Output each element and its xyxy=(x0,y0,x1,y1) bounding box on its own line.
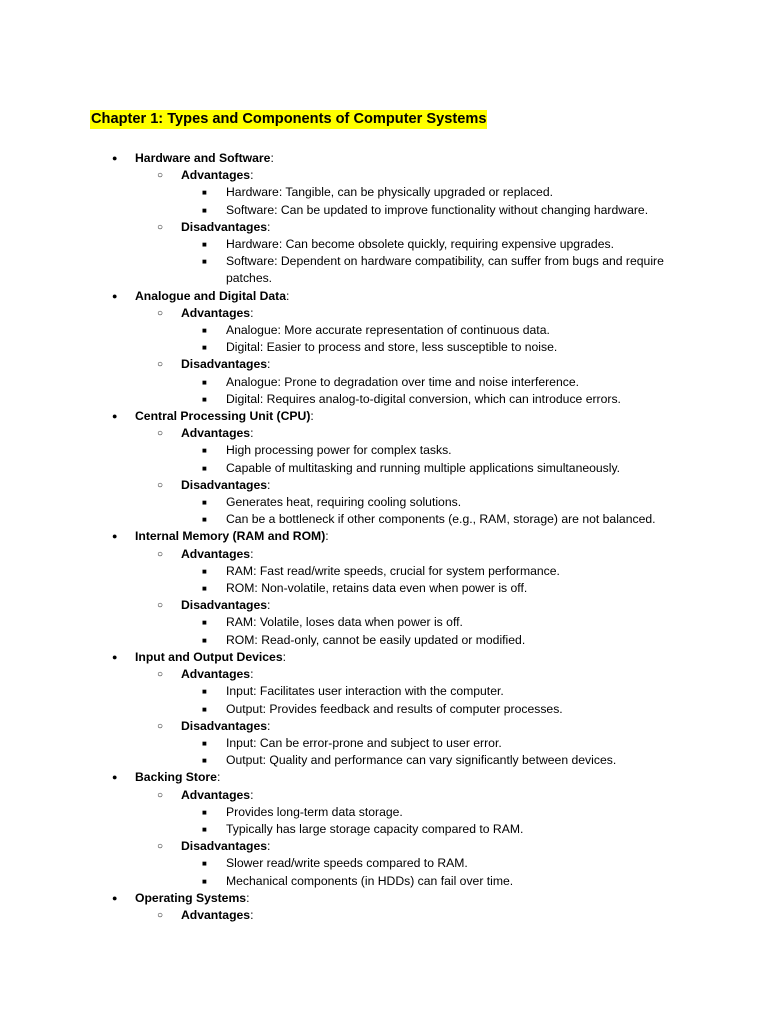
list-row xyxy=(90,184,690,201)
disadvantages-item xyxy=(90,597,690,649)
colon-text: : xyxy=(250,787,254,802)
label-text: Advantages xyxy=(181,305,251,320)
square-bullet-icon: ■ xyxy=(202,463,207,473)
point-item xyxy=(90,202,690,219)
colon-text: : xyxy=(250,168,254,183)
advantages-item xyxy=(90,425,690,477)
point-text: Generates heat, requiring cooling solutions. xyxy=(226,495,462,510)
point-list xyxy=(90,855,690,889)
colon-text: : xyxy=(267,598,271,613)
point-text: Digital: Requires analog-to-digital conversion, which can introduce errors. xyxy=(226,391,621,406)
list-row xyxy=(90,683,690,700)
point-item xyxy=(90,511,690,528)
topic-heading: Hardware and Software xyxy=(135,151,271,165)
circle-bullet-icon: ○ xyxy=(157,428,164,440)
chapter-title: Chapter 1: Types and Components of Computer Systems xyxy=(91,111,487,127)
list-row xyxy=(90,460,690,477)
list-row xyxy=(90,838,690,855)
disadvantages-item xyxy=(90,838,690,890)
point-item xyxy=(90,339,690,356)
topic-heading: Operating Systems xyxy=(135,890,247,905)
point-item xyxy=(90,735,690,752)
point-item xyxy=(90,494,690,511)
colon-text: : xyxy=(267,477,271,492)
label-text: Advantages xyxy=(181,667,251,682)
disc-bullet-icon: ● xyxy=(112,772,118,783)
point-item xyxy=(90,184,690,201)
list-row xyxy=(90,580,690,597)
colon-text: : xyxy=(246,890,250,905)
advantages-item xyxy=(90,666,690,718)
circle-bullet-icon: ○ xyxy=(157,170,164,182)
square-bullet-icon: ■ xyxy=(202,240,207,250)
point-text: Digital: Easier to process and store, less susceptible to noise. xyxy=(226,340,558,355)
list-row xyxy=(90,769,690,786)
square-bullet-icon: ■ xyxy=(202,738,207,748)
circle-bullet-icon: ○ xyxy=(157,789,164,801)
point-text: Software: Dependent on hardware compatibility, can suffer from bugs and require patches. xyxy=(226,254,664,286)
topic-item xyxy=(90,528,690,648)
point-item xyxy=(90,804,690,821)
colon-text: : xyxy=(267,839,271,854)
list-row xyxy=(90,425,690,442)
list-row xyxy=(90,563,690,580)
disc-bullet-icon: ● xyxy=(112,892,118,903)
disc-bullet-icon: ● xyxy=(112,411,118,422)
point-item xyxy=(90,701,690,718)
disc-bullet-icon: ● xyxy=(112,290,118,301)
list-row xyxy=(90,339,690,356)
colon-text: : xyxy=(216,770,221,785)
subtopic-list xyxy=(90,546,690,649)
subtopic-list xyxy=(90,167,690,287)
colon-text: : xyxy=(282,649,287,664)
list-row xyxy=(90,735,690,752)
list-row xyxy=(90,632,690,649)
colon-text: : xyxy=(250,907,254,922)
colon-text: : xyxy=(286,288,290,303)
list-row xyxy=(90,305,690,322)
circle-bullet-icon: ○ xyxy=(157,221,164,233)
point-text: Mechanical components (in HDDs) can fail over time. xyxy=(226,873,514,888)
list-row xyxy=(90,890,690,907)
list-row xyxy=(90,614,690,631)
square-bullet-icon: ■ xyxy=(202,205,207,215)
point-item xyxy=(90,614,690,631)
list-row xyxy=(90,821,690,838)
list-row xyxy=(90,855,690,872)
square-bullet-icon: ■ xyxy=(202,257,207,267)
point-item xyxy=(90,442,690,459)
point-list xyxy=(90,735,690,769)
label-text: Disadvantages xyxy=(181,598,268,613)
list-row xyxy=(90,442,690,459)
point-list xyxy=(90,236,690,288)
circle-bullet-icon: ○ xyxy=(157,307,164,319)
list-row xyxy=(90,546,690,563)
point-list xyxy=(90,184,690,218)
list-row xyxy=(90,219,690,236)
point-list xyxy=(90,374,690,408)
topic-heading: Central Processing Unit (CPU) xyxy=(135,409,311,424)
label-text: Advantages xyxy=(181,426,251,441)
circle-bullet-icon: ○ xyxy=(157,600,164,612)
circle-bullet-icon: ○ xyxy=(157,359,164,371)
square-bullet-icon: ■ xyxy=(202,704,207,714)
point-text: Output: Quality and performance can vary significantly between devices. xyxy=(226,753,617,768)
point-text: Slower read/write speeds compared to RAM. xyxy=(226,856,468,871)
label-text: Disadvantages xyxy=(181,839,268,854)
point-list xyxy=(90,442,690,476)
square-bullet-icon: ■ xyxy=(202,188,207,198)
label-text: Advantages xyxy=(181,907,251,922)
list-row xyxy=(90,356,690,373)
topic-item xyxy=(90,769,690,889)
point-text: Software: Can be updated to improve functionality without changing hardware. xyxy=(226,202,649,217)
disadvantages-item xyxy=(90,718,690,770)
point-text: Hardware: Tangible, can be physically upgraded or replaced. xyxy=(226,185,554,200)
point-list xyxy=(90,804,690,838)
list-row xyxy=(90,477,690,494)
list-row xyxy=(90,322,690,339)
square-bullet-icon: ■ xyxy=(202,446,207,456)
colon-text: : xyxy=(250,305,254,320)
advantages-item xyxy=(90,546,690,598)
square-bullet-icon: ■ xyxy=(202,566,207,576)
square-bullet-icon: ■ xyxy=(202,635,207,645)
list-row xyxy=(90,253,690,287)
subtopic-list xyxy=(90,787,690,890)
topic-heading: Internal Memory (RAM and ROM) xyxy=(135,529,326,544)
topic-item xyxy=(90,649,690,769)
point-text: Can be a bottleneck if other components (e.g., RAM, storage) are not balanced. xyxy=(226,512,656,527)
square-bullet-icon: ■ xyxy=(202,584,207,594)
point-text: Provides long-term data storage. xyxy=(226,804,403,819)
colon-text: : xyxy=(310,409,314,424)
point-text: High processing power for complex tasks. xyxy=(226,443,452,458)
label-text: Disadvantages xyxy=(181,477,268,492)
label-text: Advantages xyxy=(181,546,251,561)
list-row xyxy=(90,718,690,735)
document-page xyxy=(90,108,690,924)
point-text: Analogue: Prone to degradation over time and noise interference. xyxy=(226,374,579,389)
square-bullet-icon: ■ xyxy=(202,326,207,336)
subtopic-list xyxy=(90,425,690,528)
square-bullet-icon: ■ xyxy=(202,343,207,353)
topic-item xyxy=(90,890,690,924)
disadvantages-item xyxy=(90,477,690,529)
circle-bullet-icon: ○ xyxy=(157,720,164,732)
square-bullet-icon: ■ xyxy=(202,824,207,834)
square-bullet-icon: ■ xyxy=(202,687,207,697)
list-row xyxy=(90,666,690,683)
colon-text: : xyxy=(250,667,254,682)
point-item xyxy=(90,563,690,580)
square-bullet-icon: ■ xyxy=(202,498,207,508)
point-text: Analogue: More accurate representation of continuous data. xyxy=(226,323,550,338)
disadvantages-item xyxy=(90,219,690,288)
point-item xyxy=(90,236,690,253)
point-text: ROM: Non-volatile, retains data even when power is off. xyxy=(226,581,528,596)
point-item xyxy=(90,391,690,408)
colon-text: : xyxy=(267,357,271,372)
list-row xyxy=(90,597,690,614)
point-item xyxy=(90,683,690,700)
point-item xyxy=(90,460,690,477)
topic-item xyxy=(90,150,690,288)
point-item xyxy=(90,752,690,769)
colon-text: : xyxy=(250,546,254,561)
list-row xyxy=(90,787,690,804)
point-text: Output: Provides feedback and results of computer processes. xyxy=(226,701,563,716)
square-bullet-icon: ■ xyxy=(202,618,207,628)
list-row xyxy=(90,150,690,167)
topic-item xyxy=(90,288,690,408)
subtopic-list xyxy=(90,305,690,408)
label-text: Disadvantages xyxy=(181,219,268,234)
list-row xyxy=(90,804,690,821)
list-row xyxy=(90,511,690,528)
advantages-item xyxy=(90,907,690,924)
label-text: Disadvantages xyxy=(181,357,268,372)
point-list xyxy=(90,683,690,717)
list-row xyxy=(90,649,690,666)
advantages-item xyxy=(90,305,690,357)
list-row xyxy=(90,408,690,425)
list-row xyxy=(90,374,690,391)
advantages-item xyxy=(90,787,690,839)
square-bullet-icon: ■ xyxy=(202,756,207,766)
disc-bullet-icon: ● xyxy=(112,531,118,542)
point-list xyxy=(90,494,690,528)
topics-list xyxy=(90,150,690,924)
label-text: Disadvantages xyxy=(181,718,268,733)
point-item xyxy=(90,821,690,838)
topic-item xyxy=(90,408,690,528)
circle-bullet-icon: ○ xyxy=(157,548,164,560)
square-bullet-icon: ■ xyxy=(202,859,207,869)
topic-heading: Input and Output Devices xyxy=(135,649,283,664)
label-text: Advantages xyxy=(181,168,251,183)
circle-bullet-icon: ○ xyxy=(157,909,164,921)
point-list xyxy=(90,563,690,597)
advantages-item xyxy=(90,167,690,219)
point-list xyxy=(90,614,690,648)
list-row xyxy=(90,167,690,184)
square-bullet-icon: ■ xyxy=(202,394,207,404)
list-row xyxy=(90,494,690,511)
point-text: RAM: Fast read/write speeds, crucial for system performance. xyxy=(226,563,560,578)
point-text: Input: Facilitates user interaction with the computer. xyxy=(226,684,504,699)
colon-text: : xyxy=(267,718,271,733)
point-text: RAM: Volatile, loses data when power is off. xyxy=(226,615,463,630)
list-row xyxy=(90,236,690,253)
colon-text: : xyxy=(325,529,329,544)
disc-bullet-icon: ● xyxy=(112,153,118,163)
circle-bullet-icon: ○ xyxy=(157,479,164,491)
list-row xyxy=(90,752,690,769)
point-text: Hardware: Can become obsolete quickly, requiring expensive upgrades. xyxy=(226,237,614,252)
point-text: ROM: Read-only, cannot be easily updated or modified. xyxy=(226,632,526,647)
colon-text: : xyxy=(270,151,274,165)
list-row xyxy=(90,391,690,408)
point-item xyxy=(90,632,690,649)
list-row xyxy=(90,288,690,305)
colon-text: : xyxy=(267,219,271,234)
circle-bullet-icon: ○ xyxy=(157,669,164,681)
list-row xyxy=(90,907,690,924)
point-item xyxy=(90,855,690,872)
square-bullet-icon: ■ xyxy=(202,377,207,387)
point-item xyxy=(90,322,690,339)
label-text: Advantages xyxy=(181,787,251,802)
chapter-heading-line xyxy=(90,108,690,130)
list-row xyxy=(90,528,690,545)
point-item xyxy=(90,253,690,287)
disadvantages-item xyxy=(90,356,690,408)
colon-text: : xyxy=(250,426,254,441)
list-row xyxy=(90,202,690,219)
topic-heading: Backing Store xyxy=(135,770,217,785)
topic-heading: Analogue and Digital Data xyxy=(135,288,287,303)
point-item xyxy=(90,873,690,890)
square-bullet-icon: ■ xyxy=(202,876,207,886)
subtopic-list xyxy=(90,907,690,924)
subtopic-list xyxy=(90,666,690,769)
disc-bullet-icon: ● xyxy=(112,651,118,662)
circle-bullet-icon: ○ xyxy=(157,841,164,853)
point-item xyxy=(90,580,690,597)
point-item xyxy=(90,374,690,391)
point-text: Capable of multitasking and running multiple applications simultaneously. xyxy=(226,460,621,475)
list-row xyxy=(90,873,690,890)
list-row xyxy=(90,701,690,718)
square-bullet-icon: ■ xyxy=(202,807,207,817)
point-list xyxy=(90,322,690,356)
square-bullet-icon: ■ xyxy=(202,515,207,525)
point-text: Typically has large storage capacity compared to RAM. xyxy=(226,821,524,836)
point-text: Input: Can be error-prone and subject to user error. xyxy=(226,735,502,750)
